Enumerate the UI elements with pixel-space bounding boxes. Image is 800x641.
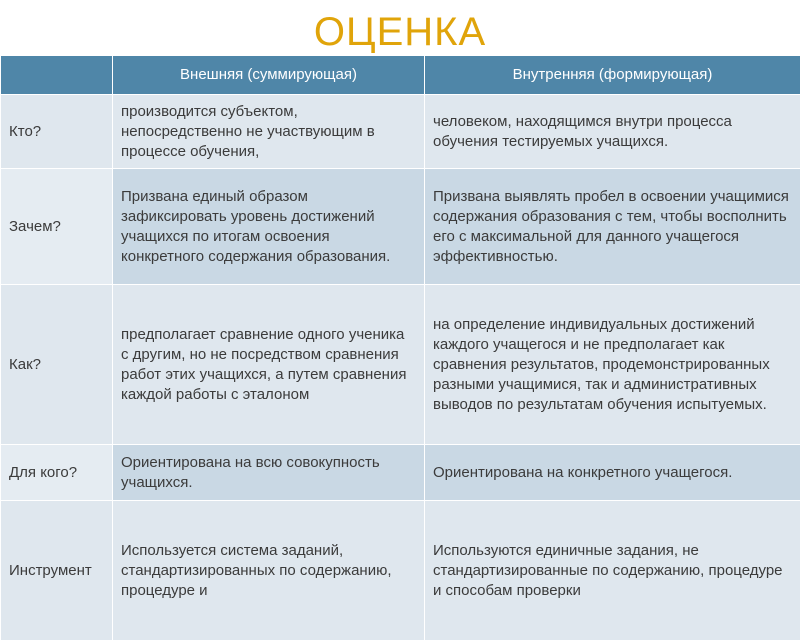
table-row [1,169,800,285]
table-header-row [1,56,800,95]
table-row [1,285,800,445]
external-cell: предполагает сравнение одного ученика с другим, но не посредством сравнения работ этих учащихся, а путем сравнения каждой работы с эталоном [113,285,425,445]
header-internal: Внутренняя (формирующая) [425,56,800,95]
header-empty-cell [1,56,113,95]
external-cell: Ориентирована на всю совокупность учащихся. [113,445,425,501]
row-label: Для кого? [1,445,113,501]
internal-cell: Призвана выявлять пробел в освоении учащимися содержания образования с тем, чтобы восполнить его с максимальной для данного учащегося эффективностью. [425,169,800,285]
internal-cell: на определение индивидуальных достижений каждого учащегося и не предполагает как сравнения результатов, продемонстрированных разными учащимися, так и административных выводов по результатам обучения испытуемых. [425,285,800,445]
internal-cell: человеком, находящимся внутри процесса обучения тестируемых учащихся. [425,95,800,169]
table-row [1,445,800,501]
row-label: Как? [1,285,113,445]
table-row [1,501,800,641]
page-title: ОЦЕНКА [0,10,800,55]
table-row [1,95,800,169]
header-external: Внешняя (суммирующая) [113,56,425,95]
comparison-table [0,55,800,641]
internal-cell: Ориентирована на конкретного учащегося. [425,445,800,501]
row-label: Инструмент [1,501,113,641]
row-label: Кто? [1,95,113,169]
external-cell: производится субъектом, непосредственно не участвующим в процессе обучения, [113,95,425,169]
internal-cell: Используются единичные задания, не стандартизированные по содержанию, процедуре и способам проверки [425,501,800,641]
external-cell: Используется система заданий, стандартизированных по содержанию, процедуре и [113,501,425,641]
row-label: Зачем? [1,169,113,285]
external-cell: Призвана единый образом зафиксировать уровень достижений учащихся по итогам освоения конкретного содержания образования. [113,169,425,285]
